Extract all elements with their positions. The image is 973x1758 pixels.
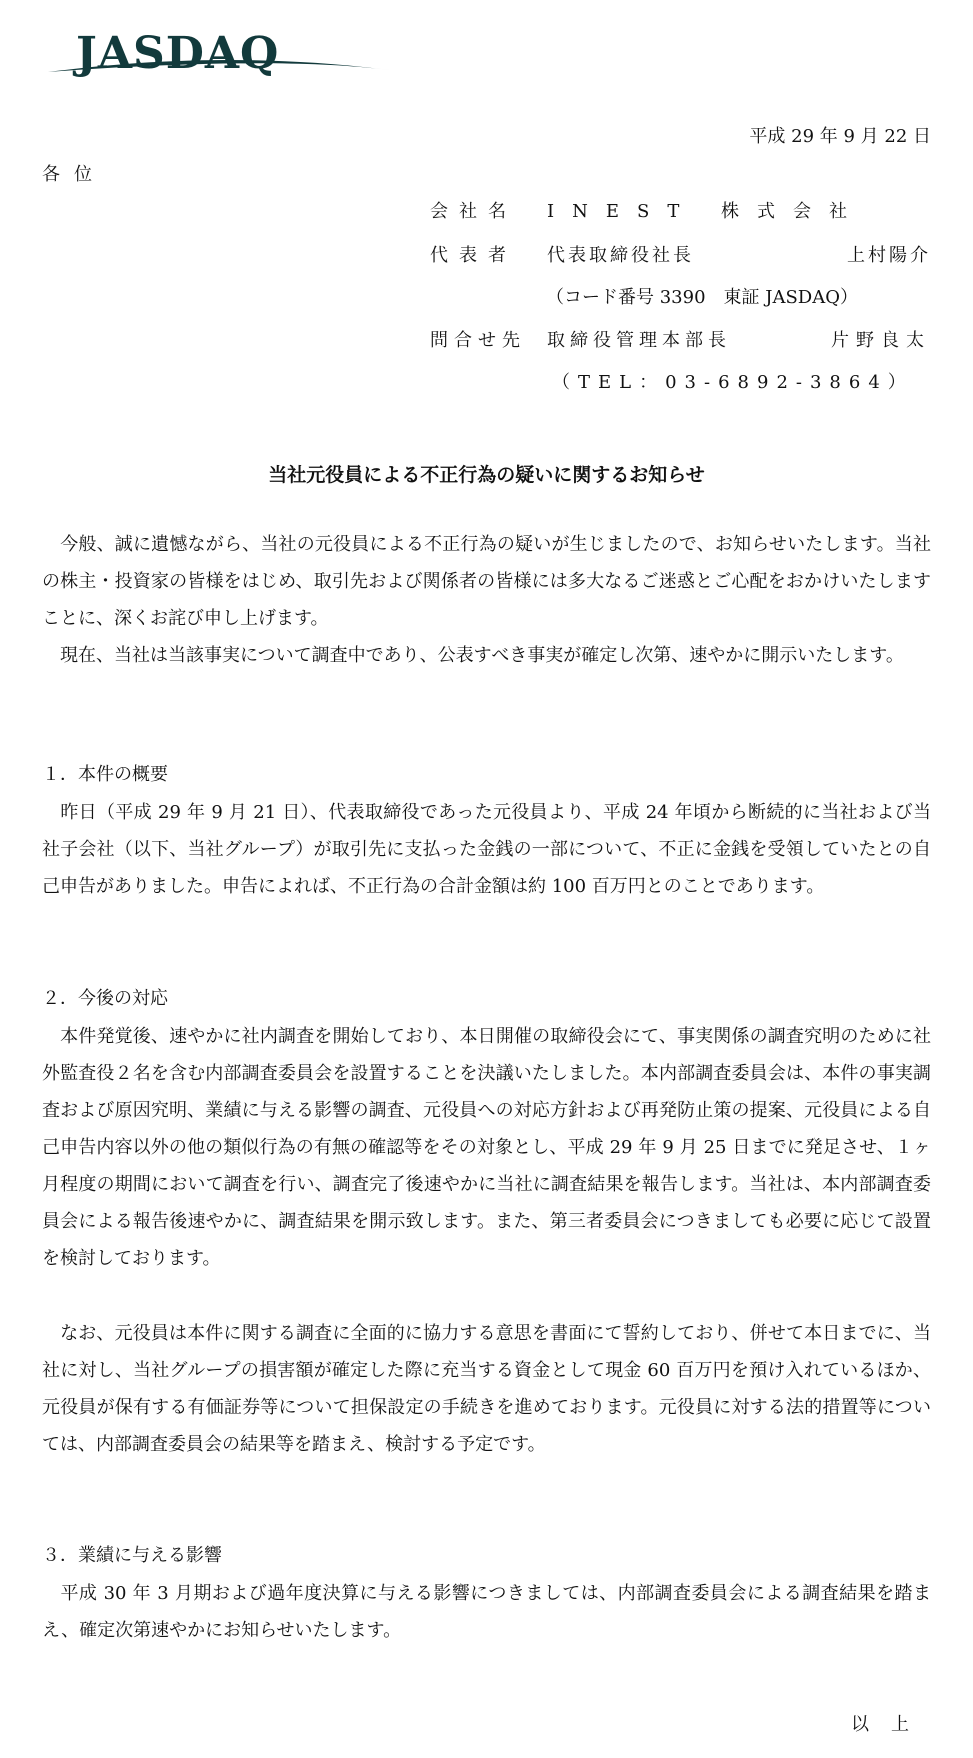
section-3-paragraph: 平成 30 年 3 月期および過年度決算に与える影響につきましては、内部調査委員会による調査結果を踏まえ、確定次第速やかにお知らせいたします。 — [42, 1583, 931, 1641]
section-1-paragraph: 昨日（平成 29 年 9 月 21 日）、代表取締役であった元役員より、平成 24 年頃から断続的に当社および当社子会社（以下、当社グループ）が取引先に支払った金銭の一部について、不正に金銭を受領していたとの自己申告がありました。申告によれば、不正行為の合計金額は約 100 百万円とのことであります。 — [42, 802, 931, 897]
company-label: 会社名 — [430, 201, 517, 222]
intro-paragraph-2: 現在、当社は当該事実について調査中であり、公表すべき事実が確定し次第、速やかに開示いたします。 — [42, 645, 904, 666]
section-2-paragraph-1: 本件発覚後、速やかに社内調査を開始しており、本日開催の取締役会にて、事実関係の調査究明のために社外監査役２名を含む内部調査委員会を設置することを決議いたしました。本内部調査委員会は、本件の事実調査および原因究明、業績に与える影響の調査、元役員への対応方針および再発防止策の提案、元役員による自己申告内容以外の他の類似行為の有無の確認等をその対象とし、平成 29 年 9 月 25 日までに発足させ、１ヶ月程度の期間において調査を行い、調査完了後速やかに当社に調査結果を報告します。当社は、本内部調査委員会による報告後速やかに、調査結果を開示致します。また、第三者委員会につきましても必要に応じて設置を検討しております。 — [42, 1026, 931, 1269]
section-1-heading: １．本件の概要 — [42, 764, 168, 785]
contact-label: 問合せ先 — [430, 330, 526, 351]
section-2-heading: ２．今後の対応 — [42, 988, 168, 1009]
representative-name: 上村陽介 — [847, 245, 931, 266]
closing-mark: 以上 — [851, 1714, 931, 1735]
contact-name: 片野良太 — [831, 330, 931, 351]
stock-code: （コード番号 3390 東証 JASDAQ） — [546, 287, 858, 308]
company-row — [430, 197, 931, 223]
section-3-heading: ３．業績に与える影響 — [42, 1545, 222, 1566]
section-2-paragraph-2: なお、元役員は本件に関する調査に全面的に協力する意思を書面にて誓約しており、併せて本日までに、当社に対し、当社グループの損害額が確定した際に充当する資金として現金 60 百万円を預け入れているほか、元役員が保有する有価証券等について担保設定の手続きを進めております。元役員に対する法的措置等については、内部調査委員会の結果等を踏まえ、検討する予定です。 — [42, 1323, 931, 1455]
svg-text:JASDAQ: JASDAQ — [76, 28, 280, 79]
representative-label: 代表者 — [430, 245, 517, 266]
representative-title: 代表取締役社長 — [547, 245, 694, 266]
intro-paragraph-1: 今般、誠に遺憾ながら、当社の元役員による不正行為の疑いが生じましたので、お知らせいたします。当社の株主・投資家の皆様をはじめ、取引先および関係者の皆様には多大なるご迷惑とご心配をおかけいたしますことに、深くお詫び申し上げます。 — [42, 534, 931, 629]
representative-row — [430, 241, 931, 267]
notice-title: 当社元役員による不正行為の疑いに関するお知らせ — [268, 464, 705, 486]
contact-title: 取締役管理本部長 — [547, 330, 731, 351]
jasdaq-logo — [46, 22, 391, 84]
company-name: INEST 株式会社 — [547, 201, 866, 222]
contact-phone: （TEL：03-6892-3864） — [552, 372, 914, 393]
contact-row — [430, 326, 931, 352]
addressee: 各位 — [42, 164, 106, 185]
release-date: 平成 29 年 9 月 22 日 — [749, 126, 931, 147]
